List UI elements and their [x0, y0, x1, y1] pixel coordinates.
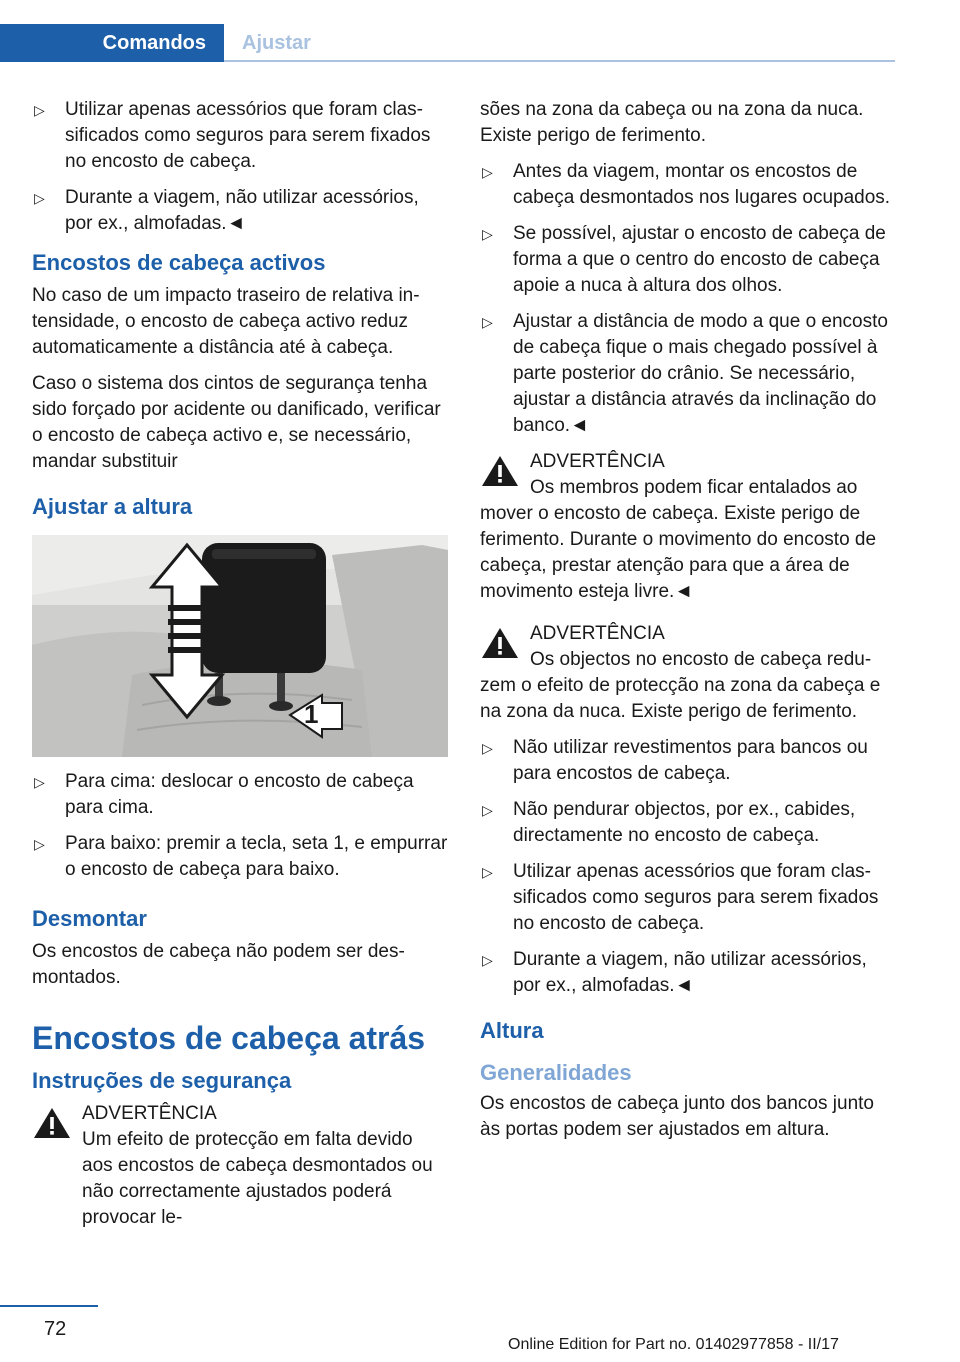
list-item: ▷ Não utilizar revestimentos para bancos ou para encostos de cabeça. [482, 737, 868, 784]
warning-label: ADVERTÊNCIA [530, 451, 665, 472]
warning-text: Um efeito de protecção em falta devido aos encostos de cabeça desmontados ou não correctamente ajustados poderá provocar le- [82, 1129, 433, 1228]
tab-ajustar[interactable]: Ajustar [242, 31, 311, 54]
warning-triangle-icon [480, 453, 520, 489]
list-item: ▷ Ajustar a distância de modo a que o encosto de cabeça fique o mais chegado possível à parte posterior do crânio. Se necessário, ajustar a distância através da inclinação do banco.◄ [482, 311, 888, 436]
warning-label: ADVERTÊNCIA [82, 1103, 217, 1124]
section-heading-active: Encostos de cabeça activos [32, 250, 326, 275]
list-item: ▷ Para cima: deslocar o encosto de cabeça para cima. [34, 771, 414, 818]
bullet-triangle-icon: ▷ [482, 740, 493, 756]
paragraph: sões na zona da cabeça ou na zona da nuca. Existe perigo de ferimento. [480, 99, 864, 146]
bullet-triangle-icon: ▷ [34, 774, 45, 790]
left-column [32, 97, 448, 1241]
section-heading-altura: Altura [480, 1018, 544, 1043]
list-item: ▷ Não pendurar objectos, por ex., cabides, directamente no encosto de cabeça. [482, 799, 856, 846]
tab-comandos[interactable]: Comandos [0, 24, 224, 62]
warning-triangle-icon [480, 625, 520, 661]
header-divider [224, 60, 895, 62]
footer-divider [0, 1305, 98, 1307]
paragraph: Caso o sistema dos cintos de segurança tenha sido forçado por acidente ou danificado, verificar o encosto de cabeça activo e, se necessário, mandar substituir [32, 373, 441, 472]
list-item: ▷ Utilizar apenas acessórios que foram classificados como seguros para serem fixados no encosto de cabeça. [482, 861, 879, 934]
warning-box [480, 449, 896, 605]
paragraph: No caso de um impacto traseiro de relativa intensidade, o encosto de cabeça activo reduz automaticamente a distância até à cabeça. [32, 285, 420, 358]
right-column [480, 97, 896, 1153]
headrest-figure [32, 535, 448, 757]
edition-note: Online Edition for Part no. 01402977858 - II/17 [508, 1336, 839, 1353]
bullet-triangle-icon: ▷ [482, 952, 493, 968]
bullet-triangle-icon: ▷ [482, 314, 493, 330]
paragraph: Os encostos de cabeça não podem ser desmontados. [32, 941, 405, 988]
bullet-triangle-icon: ▷ [34, 102, 45, 118]
paragraph: Os encostos de cabeça junto dos bancos junto às portas podem ser ajustados em altura. [480, 1093, 874, 1140]
warning-label: ADVERTÊNCIA [530, 623, 665, 644]
list-item: ▷ Para baixo: premir a tecla, seta 1, e empurrar o encosto de cabeça para baixo. [34, 833, 448, 880]
bullet-triangle-icon: ▷ [482, 864, 493, 880]
warning-text: Os membros podem ficar entalados ao mover o encosto de cabeça. Existe perigo de ferimento. Durante o movimento do encosto de cabeça, prestar atenção para que a área de movimento esteja livre.◄ [480, 477, 877, 602]
page-number: 72 [44, 1318, 67, 1340]
bullet-triangle-icon: ▷ [482, 164, 493, 180]
headrest-illustration [32, 535, 448, 757]
bullet-triangle-icon: ▷ [482, 802, 493, 818]
list-item: ▷ Se possível, ajustar o encosto de cabeça de forma a que o centro do encosto de cabeça apoie a nuca à altura dos olhos. [482, 223, 886, 296]
chapter-heading-rear: Encostos de cabeça atrás [32, 1020, 426, 1056]
list-item: ▷ Utilizar apenas acessórios que foram classificados como seguros para serem fixados no encosto de cabeça. [34, 99, 431, 172]
warning-text: Os objectos no encosto de cabeça reduzem o efeito de protecção na zona da cabeça e na zona da nuca. Existe perigo de ferimento. [480, 649, 881, 722]
list-item: ▷ Durante a viagem, não utilizar acessórios, por ex., almofadas.◄ [482, 949, 867, 996]
section-heading-height: Ajustar a altura [32, 494, 193, 519]
figure-callout-label: 1 [304, 699, 319, 729]
bullet-triangle-icon: ▷ [34, 836, 45, 852]
bullet-triangle-icon: ▷ [34, 190, 45, 206]
header-tabs [0, 24, 895, 62]
warning-triangle-icon [32, 1105, 72, 1141]
section-heading-remove: Desmontar [32, 906, 147, 931]
list-item: ▷ Antes da viagem, montar os encostos de cabeça desmontados nos lugares ocupados. [482, 161, 891, 208]
bullet-triangle-icon: ▷ [482, 226, 493, 242]
warning-box [480, 621, 896, 725]
list-item: ▷ Durante a viagem, não utilizar acessórios, por ex., almofadas.◄ [34, 187, 419, 234]
section-heading-safety: Instruções de segurança [32, 1068, 292, 1093]
subsection-heading-general: Generalidades [480, 1060, 632, 1085]
warning-box [32, 1101, 448, 1231]
